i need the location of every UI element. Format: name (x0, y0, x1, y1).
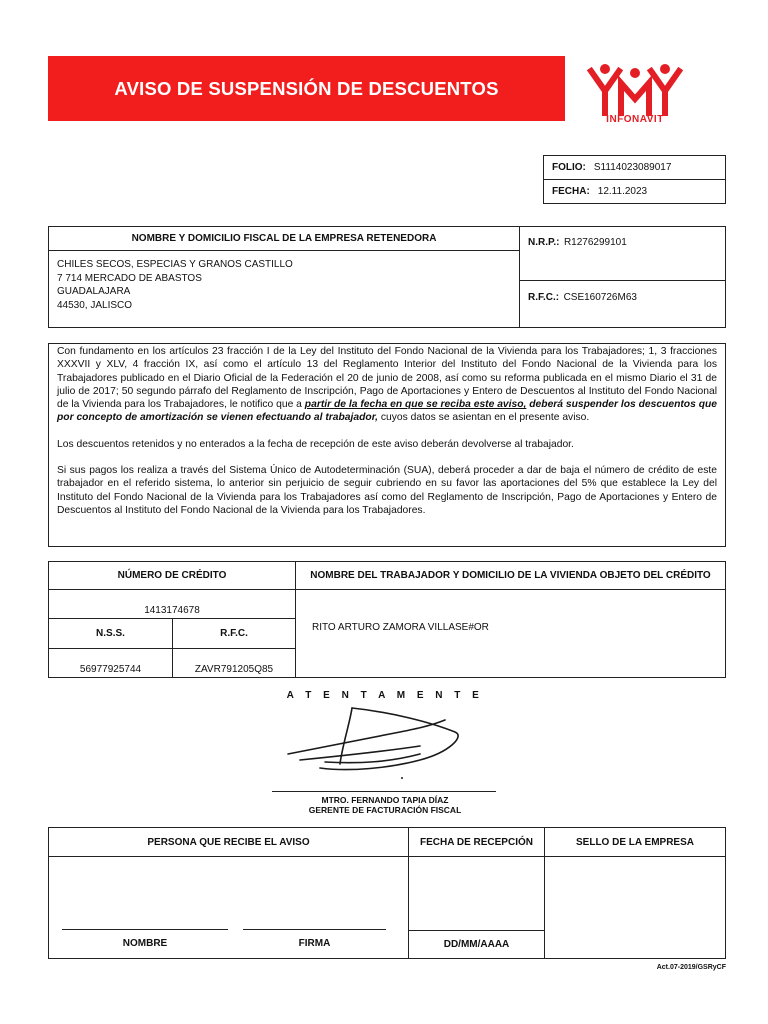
empresa-address (48, 250, 520, 328)
legal-p1-instruction: deberá suspender los descuentos que por concepto de amortización se vienen efectuando al trabajador, (57, 399, 717, 424)
legal-p1-emphasis: partir de la fecha en que se reciba este aviso, (304, 399, 527, 411)
firma-label: FIRMA (298, 938, 331, 949)
nss-value: 56977925744 (48, 648, 173, 678)
folio-label: FOLIO: (552, 162, 586, 173)
fecha-value: 12.11.2023 (597, 186, 648, 197)
legal-paragraph-3: Si sus pagos los realiza a través del Sistema Único de Autodeterminación (SUA), deberá proceder a dar de baja el número de crédito de este trabajador en el referido sistema, lo anterior sin perjuicio de seguir cubriendo en su favor las aportaciones del 5% que establece la Ley del Instituto del Fondo Nacional de la Vivienda para los Trabajadores así como del Reglamento de Inscripción, Pago de Aportaciones y Entero de Descuentos al Instituto del Fondo Nacional de la Vivienda para los Trabajadores. (57, 465, 717, 516)
handwritten-signature-icon (280, 702, 480, 787)
nrp-cell (519, 226, 726, 281)
company-seal-heading: SELLO DE LA EMPRESA (544, 827, 726, 857)
company-seal-box[interactable] (544, 856, 726, 959)
legal-paragraph-1 (57, 345, 717, 425)
empresa-heading: NOMBRE Y DOMICILIO FISCAL DE LA EMPRESA RETENEDORA (48, 226, 520, 251)
date-format-label: DD/MM/AAAA (408, 930, 545, 959)
worker-name: RITO ARTURO ZAMORA VILLASE#OR (295, 589, 726, 678)
nrp-label: N.R.P.: (528, 237, 560, 248)
rfc-label: R.F.C.: (528, 292, 560, 303)
nombre-label: NOMBRE (122, 938, 168, 949)
credito-value: 1413174678 (48, 589, 296, 619)
recipient-heading: PERSONA QUE RECIBE EL AVISO (48, 827, 409, 857)
empresa-zip-state: 44530, JALISCO (57, 299, 133, 311)
document-title-banner (48, 56, 565, 121)
folio-row (543, 155, 726, 180)
legal-paragraph-2: Los descuentos retenidos y no enterados a la fecha de recepción de este aviso deberán devolverse al trabajador. (57, 438, 574, 450)
legal-notice (48, 343, 726, 547)
closing-atentamente: A T E N T A M E N T E (286, 690, 484, 701)
empresa-city: GUADALAJARA (57, 286, 131, 297)
fecha-row (543, 179, 726, 204)
legal-p1-end: cuyos datos se asientan en el presente aviso. (378, 412, 590, 424)
reception-date-heading: FECHA DE RECEPCIÓN (408, 827, 545, 857)
logo-wordmark: INFONAVIT (606, 114, 664, 125)
credito-heading: NÚMERO DE CRÉDITO (48, 561, 296, 590)
nrp-value: R1276299101 (563, 237, 627, 248)
legal-p1-text: Con fundamento en los artículos 23 fracción I de la Ley del Instituto del Fondo Nacional de la Vivienda para los Trabajadores; 1, 3 fracciones XXXVII y XLV, 4 fracción IX, así como el artículo 13 del Reglamento Interior del Instituto del Fondo Nacional de la Vivienda para los Trabajadores publicado en el Diario Oficial de la Federación el 20 de junio de 2008, así como su reforma publicada en el mismo Diario el 31 de julio de 2017; 50 segundo párrafo del Reglamento de Inscripción, Pago de Aportaciones y Entero de Descuentos al Instituto del Fondo Nacional de la Vivienda para los Trabajadores, le notifico que a (57, 346, 717, 411)
document-title: AVISO DE SUSPENSIÓN DE DESCUENTOS (114, 77, 499, 99)
worker-rfc-heading: R.F.C. (172, 618, 296, 649)
rfc-value: CSE160726M63 (563, 292, 637, 303)
signer-name: MTRO. FERNANDO TAPIA DÍAZ (321, 795, 449, 805)
signer-title: GERENTE DE FACTURACIÓN FISCAL (308, 805, 462, 815)
folio-value: S1114023089017 (593, 162, 672, 173)
reception-date-box[interactable] (408, 856, 545, 931)
form-code: Act.07-2019/GSRyCF (656, 964, 726, 971)
fecha-label: FECHA: (552, 186, 590, 197)
empresa-name: CHILES SECOS, ESPECIAS Y GRANOS CASTILLO (57, 259, 293, 270)
name-line (62, 929, 228, 930)
worker-rfc-value: ZAVR791205Q85 (172, 648, 296, 678)
empresa-street: 7 714 MERCADO DE ABASTOS (57, 272, 202, 284)
rfc-cell (519, 280, 726, 328)
nss-heading: N.S.S. (48, 618, 173, 649)
signature-field-line (243, 929, 386, 930)
signer-block (250, 795, 520, 815)
signature-line (272, 791, 496, 792)
worker-heading: NOMBRE DEL TRABAJADOR Y DOMICILIO DE LA VIVIENDA OBJETO DEL CRÉDITO (295, 561, 726, 590)
